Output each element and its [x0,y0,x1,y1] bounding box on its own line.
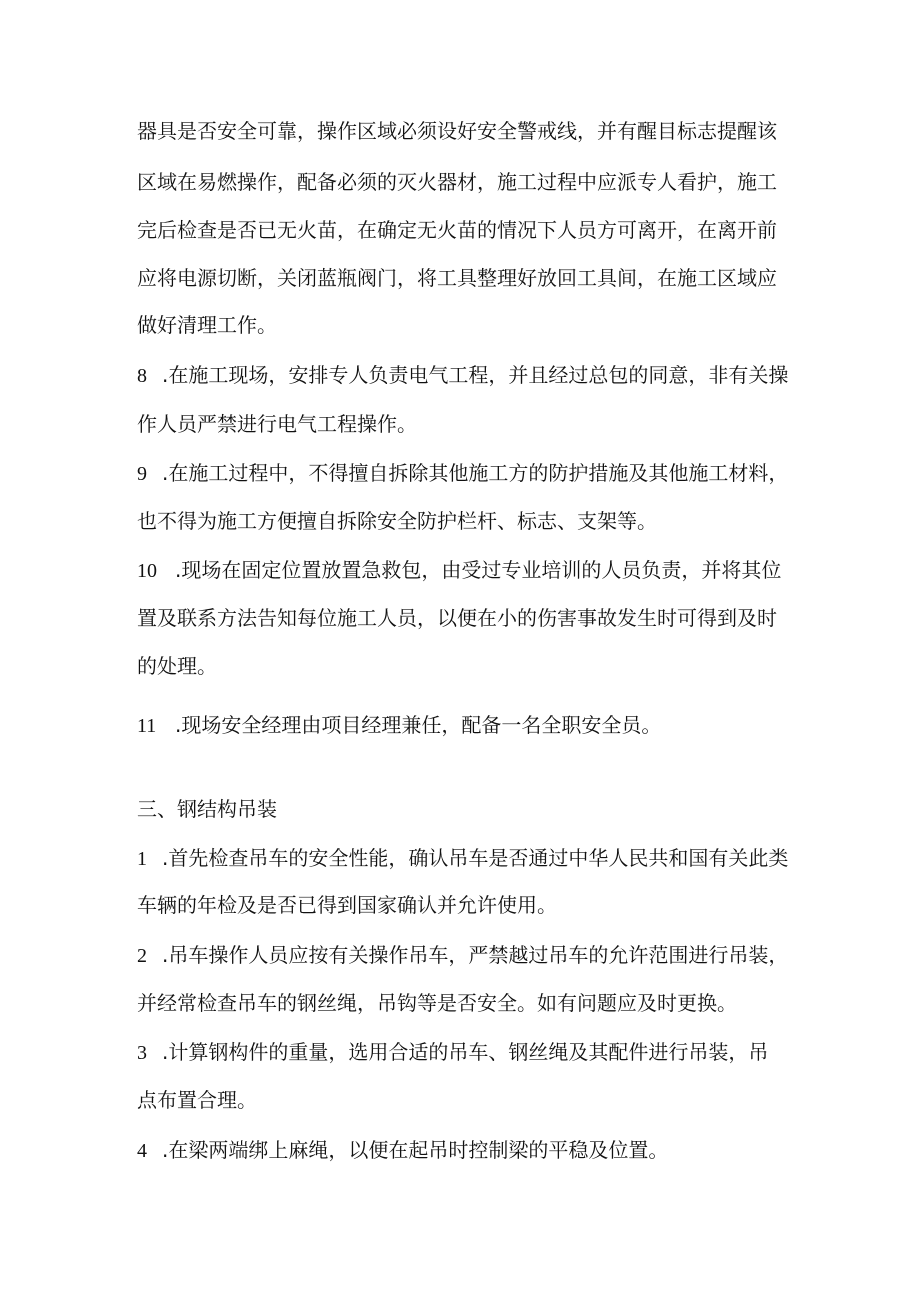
item-number: 11 [137,715,157,737]
item-text: .在梁两端绑上麻绳，以便在起吊时控制梁的平稳及位置。 [162,1138,669,1162]
paragraph-line: 做好清理工作。 [137,313,277,337]
paragraph-line: 也不得为施工方便擅自拆除安全防护栏杆、标志、支架等。 [137,509,657,533]
list-item-8 [137,363,797,387]
item-number: 4 [137,1140,147,1162]
item-text: .吊车操作人员应按有关操作吊车，严禁越过吊车的允许范围进行吊装， [162,943,789,967]
list-item-9 [137,461,797,485]
paragraph-line: 的处理。 [137,654,217,678]
paragraph-line: 区域在易燃操作，配备必须的灭火器材，施工过程中应派专人看护，施工 [137,170,777,194]
list-item-4 [137,1138,797,1162]
item-number: 10 [137,560,157,582]
paragraph-line: 车辆的年检及是否已得到国家确认并允许使用。 [137,893,557,917]
paragraph-line: 点布置合理。 [137,1088,257,1112]
list-item-1 [137,846,797,870]
list-item-2 [137,943,797,967]
paragraph-line: 器具是否安全可靠，操作区域必须设好安全警戒线，并有醒目标志提醒该 [137,119,777,143]
item-text: .在施工过程中，不得擅自拆除其他施工方的防护措施及其他施工材料， [162,461,789,485]
item-number: 1 [137,848,147,870]
item-text: .现场在固定位置放置急救包，由受过专业培训的人员负责，并将其位 [175,558,782,582]
list-item-10 [137,558,797,582]
section-heading: 三、钢结构吊装 [137,797,277,821]
paragraph-line: 置及联系方法告知每位施工人员，以便在小的伤害事故发生时可得到及时 [137,606,777,630]
item-number: 9 [137,463,147,485]
item-text: .在施工现场，安排专人负责电气工程，并且经过总包的同意，非有关操 [162,363,789,387]
list-item-11 [137,713,797,737]
item-number: 3 [137,1042,147,1064]
paragraph-line: 完后检查是否已无火苗，在确定无火苗的情况下人员方可离开，在离开前 [137,218,777,242]
item-text: .现场安全经理由项目经理兼任，配备一名全职安全员。 [175,713,662,737]
item-number: 8 [137,365,147,387]
paragraph-line: 应将电源切断，关闭蓝瓶阀门，将工具整理好放回工具间，在施工区域应 [137,266,777,290]
list-item-3 [137,1040,797,1064]
item-text: .计算钢构件的重量，选用合适的吊车、钢丝绳及其配件进行吊装，吊 [162,1040,769,1064]
item-text: .首先检查吊车的安全性能，确认吊车是否通过中华人民共和国有关此类 [162,846,789,870]
paragraph-line: 并经常检查吊车的钢丝绳，吊钩等是否安全。如有问题应及时更换。 [137,991,737,1015]
item-number: 2 [137,945,147,967]
paragraph-line: 作人员严禁进行电气工程操作。 [137,412,417,436]
